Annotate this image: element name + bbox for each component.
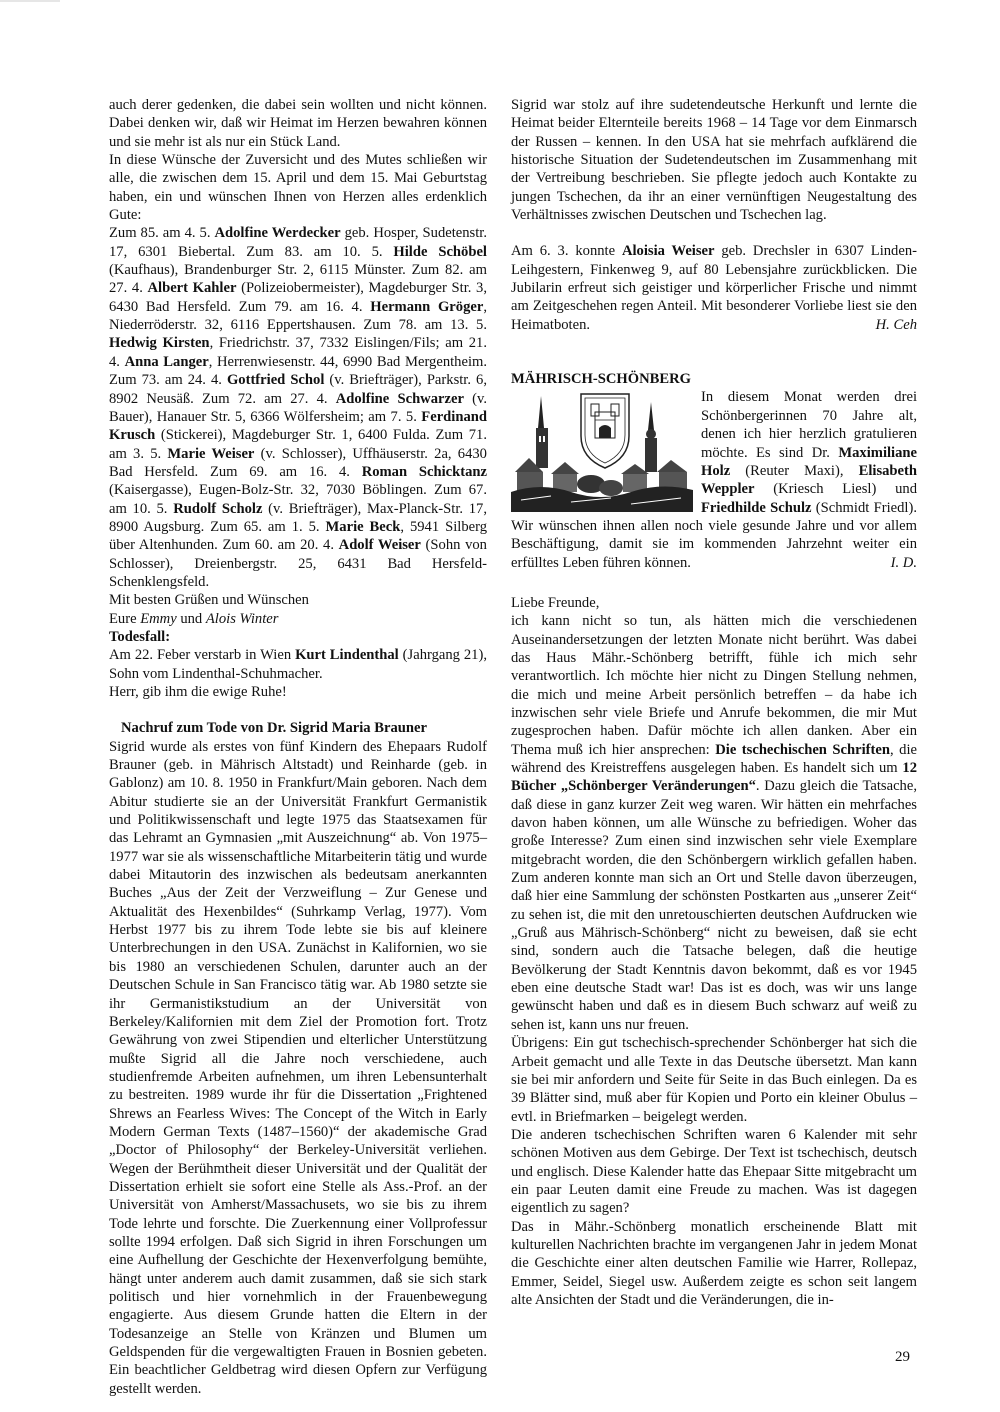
todesfall-heading: Todesfall:: [109, 628, 171, 645]
letter-paragraph-1: ich kann nicht so tun, als hätten mich die verschiedenen Auseinandersetzungen der letzten Monate nicht berührt. Was dabei das Haus Mähr.-Schönberg betrifft, fühle ich mich sehr verantwortlich. Ich möchte hier nicht zu Dingen Stellung nehmen, die mich und meine Arbeit persönlich betreffen – da habe ich inzwischen sehr viele Briefe und Anrufe bekommen, die mir Mut zugesprochen haben. Dafür möchte ich allen danken. Aber ein Thema muß ich hier ansprechen: Die tschechischen Schriften, die während des Kreistreffens ausgelegen haben. Es handelt sich um 12 Bücher „Schönberger Veränderungen“. Dazu gleich die Tatsache, daß diese in ganz kurzer Zeit weg waren. Wir hätten ein mehrfaches davon haben können, um alle Wünsche zu befriedigen. Woher das große Interesse? Zum einen sind inzwischen sehr viele Exemplare mitgebracht worden, die den Schönbergern wirklich gefallen haben. Zum anderen konnte man sich an Ort und Stelle davon überzeugen, daß hier eine Sammlung der schönsten Postkarten aus „unserer Zeit“ zu sehen ist, die mit den unretouschierten deutschen Aufdrucken wie „Gruß aus Mährisch-Schönberg“ nicht zu beweisen, daß sie echt sind, sondern auch die Tatsache belegen, daß die heutige Bevölkerung der Stadt Kenntnis davon bekommt, daß es vor 1945 eben eine deutsche Stadt war! Das ist es doch, was wir uns lange gewünscht haben und daß es in diesem Buch schwarz auf weiß zu sehen ist, kann uns nur freuen.: [511, 613, 917, 1033]
birthday-name: Albert Kahler: [147, 280, 237, 297]
todesfall-text: Am 22. Feber verstarb in Wien Kurt Lindenthal (Jahrgang 21), Sohn vom Lindenthal-Schuhmacher.: [109, 647, 487, 682]
intro-paragraph: auch derer gedenken, die dabei sein wollten und nicht können. Dabei denken wir, daß wir Heimat im Herzen bewahren können und sie mehr ist als nur ein Stück Land.: [109, 97, 487, 150]
birthday-name: Ferdinand Krusch: [109, 408, 487, 444]
birthday-details: (v. Schlosser), Uffhäuserstr. 2a, 6430 Bad Hersfeld.: [109, 445, 487, 480]
birthday-name: Adolf Weiser: [338, 537, 421, 554]
signature-winter: Eure Emmy und Alois Winter: [109, 610, 279, 627]
birthday-details: (Kaufhaus), Brandenburger Str. 2, 6115 Münster.: [109, 262, 406, 279]
town-crest-illustration: [511, 388, 693, 512]
birthday-details: geb. Hosper, Sudetenstr. 17, 6301 Biebertal.: [109, 225, 487, 260]
birthday-name: Hedwig Kirsten: [109, 335, 210, 352]
birthday-details: (Kaisergasse), Eugen-Bolz-Str. 32, 7030 Böblingen.: [109, 482, 427, 499]
weiser-paragraph: Am 6. 3. konnte Aloisia Weiser geb. Drechsler in 6307 Linden-Leihgestern, Finkenweg 9, auf 80 Lebensjahre zurückblicken. Die Jubilarin erfreut sich geistiger und körperlicher Frische und nimmt am Zeitgeschehen regen Anteil. Mit besonderer Vorliebe liest sie den Heimatboten. H. Ceh: [511, 243, 917, 333]
letter-salutation: Liebe Freunde,: [511, 594, 600, 611]
birthday-details: (v. Bauer), Hanauer Str. 5, 6366 Wölfersheim;: [109, 390, 487, 425]
birthday-date: Zum 79. am 16. 4.: [231, 298, 371, 315]
birthday-details: (Sohn von Schlosser), Dreienbergstr. 25, 6431 Bad Hersfeld-Schenklengsfeld.: [109, 537, 487, 590]
left-column: [109, 96, 487, 1398]
birthday-date: Zum 85. am 4. 5.: [109, 225, 215, 242]
greeting: Mit besten Grüßen und Wünschen: [109, 592, 309, 609]
signature-id: I. D.: [890, 554, 917, 571]
birthday-date: Zum 72. am 27. 4.: [193, 390, 336, 407]
birthday-name: Hilde Schöbel: [393, 243, 487, 260]
birthday-name: Anna Langer: [124, 353, 209, 370]
nachruf-heading: Nachruf zum Tode von Dr. Sigrid Maria Brauner: [121, 720, 427, 737]
birthday-details: , 5941 Silberg über Altenhunden.: [109, 518, 487, 554]
birthday-details: (Stickerei), Magdeburger Str. 1, 6400 Fulda.: [155, 427, 430, 444]
letter-paragraph-2: Übrigens: Ein gut tschechisch-sprechender Schönberger hat sich die Arbeit gemacht und alle Texte in das Deutsche übersetzt. Man kann sie bei mir anfordern und Seite für Seite in das Buch einlegen. Da es 39 Blätter sind, muß aber für Kopien und Porto ein kleiner Obulus – evtl. in Briefmarken – beigelegt werden.: [511, 1035, 917, 1125]
birthday-date: Zum 65. am 1. 5.: [204, 518, 326, 535]
signature-ceh: H. Ceh: [875, 316, 917, 333]
town-view-and-coat-of-arms: [511, 388, 693, 512]
birthday-name: Hermann Gröger: [370, 298, 484, 315]
nachruf-text: Sigrid wurde als erstes von fünf Kindern des Ehepaars Rudolf Brauner (geb. in Mährisch Altstadt) und Reinharde (geb. in Gablonz) am 10. 8. 1950 in Frankfurt/Main geboren. Nach dem Abitur studierte sie an der Universität Frankfurt Germanistik und Politikwissenschaft und legte 1975 das Staatsexamen für das Lehramt an Gymnasien „mit Auszeichnung“ ab. Von 1975–1977 war sie als wissenschaftliche Mitarbeiterin tätig und wurde dabei Mitautorin des inzwischen als bedeutsam anerkannten Buches „Aus der Zeit der Verzweiflung – Zur Genese und Aktualität des Hexenbildes“ (Suhrkamp Verlag, 1977). Vom Herbst 1977 bis zu ihrem Tode lebte sie bis auf kleinere Unterbrechungen in den USA. Zunächst in Kalifornien, wo sie bis 1980 an verschiedenen Schulen, darunter auch an der Deutschen Schule in San Francisco tätig war. Ab 1980 setzte sie ihr Germanistikstudium an der Universität von Berkeley/Kalifornien mit dem Ziel der Promotion fort. Trotz Gewährung von zwei Stipendien und elterlicher Unterstützung mußte Sigrid all die Jahre noch verschiedene, auch studienfremde Arbeiten aufnehmen, um ihren Lebensunterhalt zu bestreiten. 1989 wurde ihr für die Dissertation „Frightened Shrews an Fearless Wives: The Concept of the Witch in Early Modern German Texts (1487–1560)“ der akademische Grad „Doctor of Philosophy“ der Berkeley-Universität verliehen. Wegen der Berühmtheit dieser Universität und der Qualität der Dissertation erhielt sie sofort eine Stelle als Ass.-Prof. an der Universität von Amherst/Massachusets, wo sie bis zu ihrem Tode lehrte und forschte. Die Zuerkennung einer Vollprofessur sollte 1994 erfolgen. Daß sich Sigrid in ihren Forschungen um eine Aufhellung der Geschichte der Hexenverfolgung bemühte, hängt unter anderem auch damit zusammen, daß sie sich stark politisch und hier vornehmlich in der Frauenbewegung engagierte. Aus diesem Grunde hatten die Eltern in der Todesanzeige an Stelle von Kränzen und Blumen um Geldspenden für die vergewaltigten Frauen in Bosnien gebeten. Ein beachtlicher Geldbetrag wird diesen Opfern zur Verfügung gestellt werden.: [109, 738, 487, 1397]
todesfall-prayer: Herr, gib ihm die ewige Ruhe!: [109, 684, 287, 700]
letter-paragraph-3: Die anderen tschechischen Schriften waren 6 Kalender mit sehr schönen Motiven aus dem Gebirge. Der Text ist tschechisch, deutsch und englisch. Diese Kalender hatte das Ehepaar Sitte mitgebracht um ein paar Leuten damit eine Freude zu machen. Was ist dagegen eigentlich zu sagen?: [511, 1126, 917, 1217]
birthday-name: Marie Weiser: [167, 445, 255, 462]
birthday-date: am 21. 4.: [109, 335, 487, 370]
birthday-name: Roman Schicktanz: [361, 463, 487, 480]
wishes-paragraph: In diese Wünsche der Zuversicht und des Mutes schließen wir alle, die zwischen dem 15. April und dem 15. Mai Geburtstag haben, ein und wünschen Ihnen von Herzen alles erdenklich Gute:: [109, 152, 487, 224]
birthday-details: , Herrenwiesenstr. 44, 6990 Bad Mergentheim.: [208, 353, 488, 370]
page-number: 29: [895, 1349, 910, 1365]
birthday-name: Rudolf Scholz: [173, 500, 263, 517]
birthday-date: Zum 60. am 20. 4.: [217, 537, 339, 554]
birthday-details: (Polizeiobermeister), Magdeburger Str. 3, 6430 Bad Hersfeld.: [109, 280, 487, 315]
birthday-name: Adolfine Werdecker: [214, 225, 341, 242]
birthday-date: Zum 83. am 10. 5.: [235, 243, 394, 260]
birthday-date: Zum 71. am 3. 5.: [109, 427, 488, 462]
birthday-details: , Friedrichstr. 37, 7332 Eislingen/Fils;: [209, 335, 440, 352]
birthday-date: Zum 67. am 10. 5.: [109, 482, 488, 517]
birthday-date: Zum 73. am 24. 4.: [109, 372, 227, 389]
maehrisch-schoenberg-paragraph: In diesem Monat werden drei Schönbergerinnen 70 Jahre alt, denen ich hier herzlich gratulieren möchte. Es sind Dr. Maximiliane Holz (Reuter Maxi), Elisabeth Weppler (Kriesch Liesl) und Friedhilde Schulz (Schmidt Friedl). Wir wünschen ihnen allen noch viele gesunde Jahre und vor allem Beschäftigung, damit sie im kommenden Jahrzehnt weiter ein erfülltes Leben führen können. I. D.: [511, 389, 917, 571]
letter-paragraph-4: Das in Mähr.-Schönberg monatlich erscheinende Blatt mit kulturellen Nachrichten brachte im vergangenen Jahr in jedem Monat die Geschichte einer alten deutschen Familie wie Harrer, Rollepaz, Emmer, Seidel, Siegel usw. Außerdem zeigte es schon seit langem alte Ansichten der Stadt und die Veränderungen, die in-: [511, 1218, 917, 1308]
birthday-details: , Niederröderstr. 32, 6116 Eppertshausen.: [109, 298, 487, 334]
heimat-paragraph: Sigrid war stolz auf ihre sudetendeutsche Herkunft und lernte die Heimat beider Elternteile bereits 1968 – 14 Tage vor dem Einmarsch der Russen – kennen. In den USA hat sie mehrfach aufklärend die historische Situation der Sudetendeutschen im Zusammenhang mit der Vertreibung beschrieben. Sie pflegte jedoch auch Kontakte zu jungen Tschechen, da ihr an einer vernünftigen Neugestaltung des Verhältnisses zwischen Deutschen und Tschechen lag.: [511, 97, 917, 224]
birthday-name: Gottfried Schol: [226, 372, 325, 389]
birthday-details: (v. Briefträger), Max-Planck-Str. 17, 8900 Augsburg.: [109, 500, 488, 535]
birthday-name: Marie Beck: [325, 518, 401, 535]
right-column: [511, 96, 917, 1309]
birthday-details: (v. Briefträger), Parkstr. 6, 8902 Neusäß.: [109, 372, 487, 407]
birthday-date: Zum 82. am 27. 4.: [109, 262, 487, 297]
birthday-date: Zum 78. am 13. 5.: [355, 317, 487, 334]
birthday-list: [109, 224, 487, 591]
scan-edge-mark: [0, 0, 60, 2]
birthday-name: Adolfine Schwarzer: [335, 390, 464, 407]
birthday-date: am 7. 5.: [363, 408, 422, 425]
birthday-date: Zum 69. am 16. 4.: [198, 463, 362, 480]
section-heading-maehrisch-schoenberg: MÄHRISCH-SCHÖNBERG: [511, 371, 692, 388]
